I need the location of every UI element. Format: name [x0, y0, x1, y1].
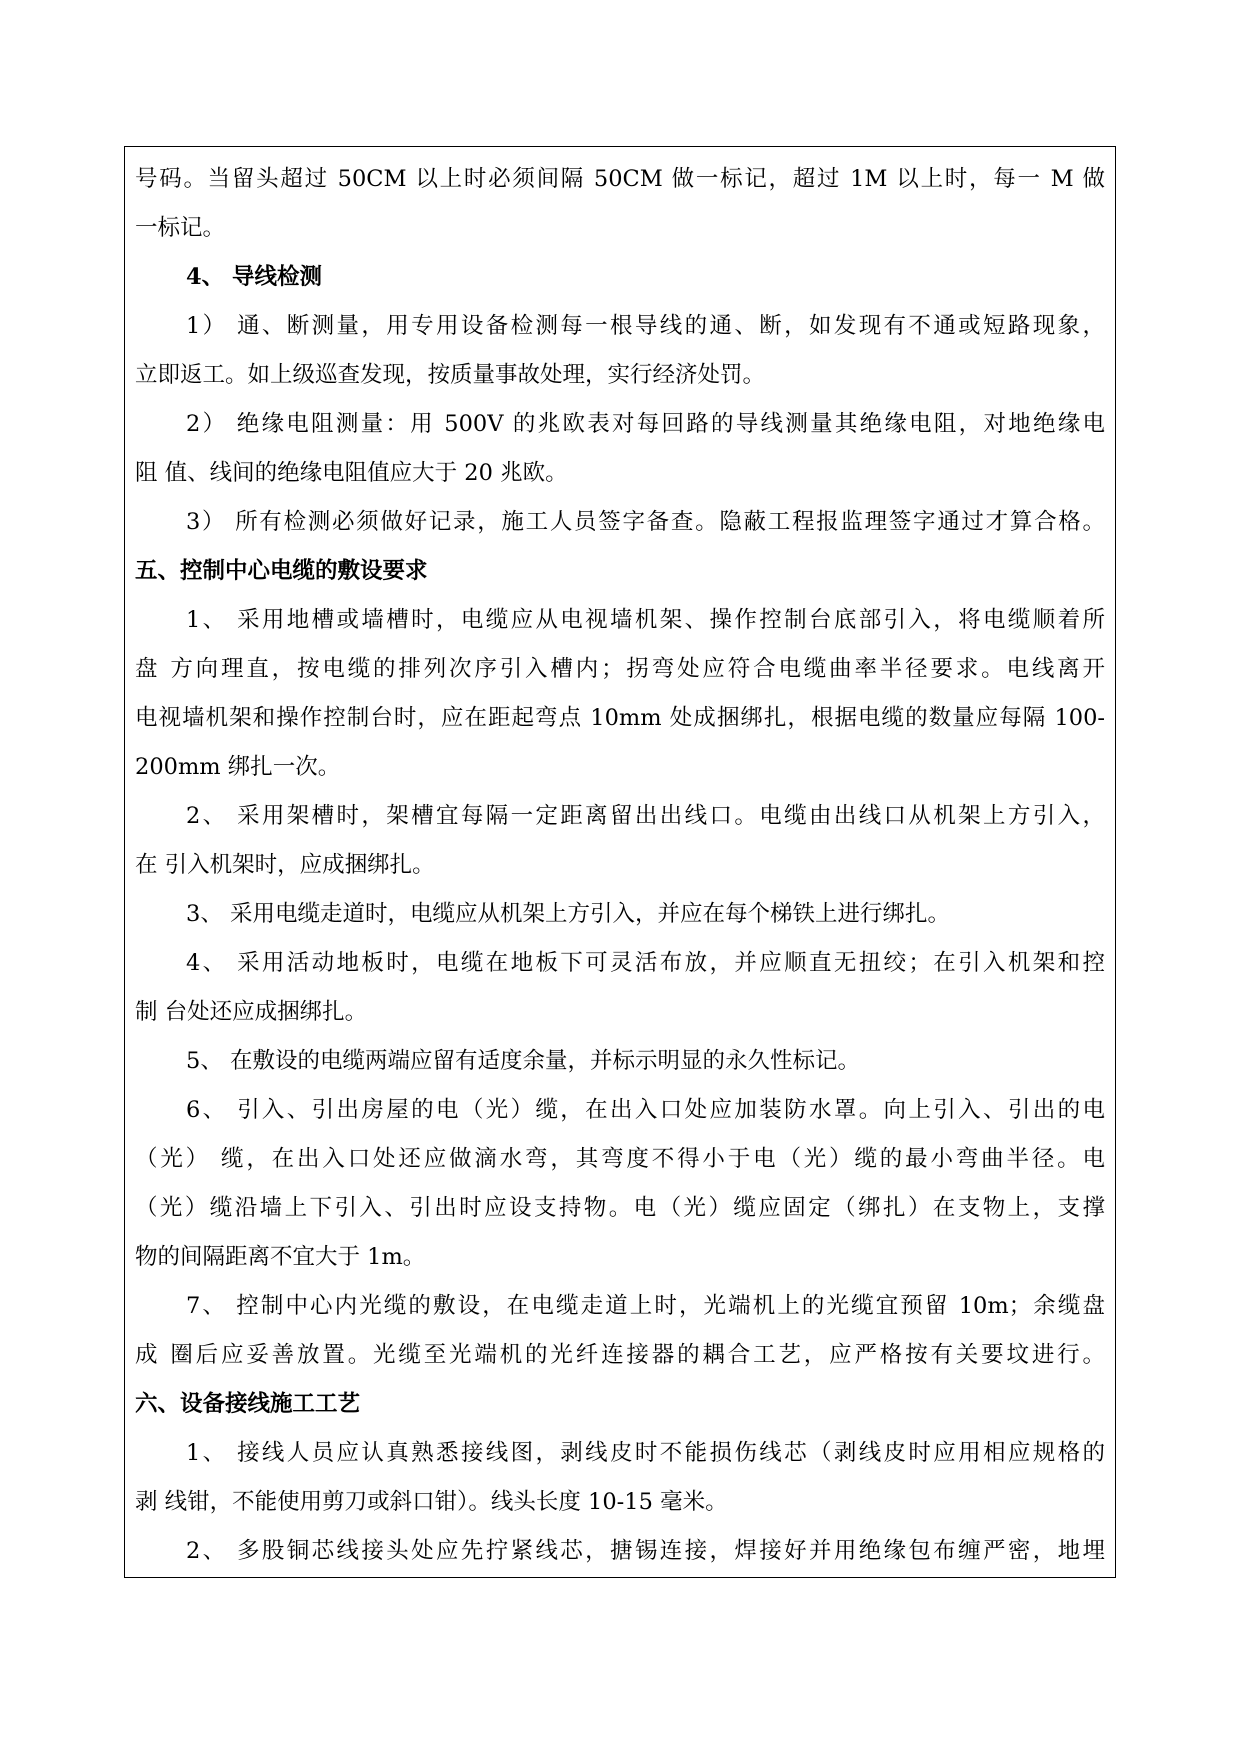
text-line: 3） 所有检测必须做好记录，施工人员签字备查。隐蔽工程报监理签字通过才算合格。: [186, 509, 1105, 535]
text-line: 5、 在敷设的电缆两端应留有适度余量，并标示明显的永久性标记。: [186, 1048, 860, 1074]
text-line: 成 圈后应妥善放置。光缆至光端机的光纤连接器的耦合工艺，应严格按有关要坟进行。: [135, 1342, 1105, 1368]
text-line: 2、 多股铜芯线接头处应先拧紧线芯，搪锡连接，焊接好并用绝缘包布缠严密，地埋: [186, 1538, 1105, 1564]
text-line: 一标记。: [135, 215, 226, 241]
text-line: 3、 采用电缆走道时，电缆应从机架上方引入，并应在每个梯铁上进行绑扎。: [186, 901, 950, 927]
text-line: 1、 接线人员应认真熟悉接线图，剥线皮时不能损伤线芯（剥线皮时应用相应规格的: [186, 1440, 1105, 1466]
text-line: 6、 引入、引出房屋的电（光）缆，在出入口处应加装防水罩。向上引入、引出的电: [186, 1097, 1105, 1123]
text-line: 盘 方向理直，按电缆的排列次序引入槽内；拐弯处应符合电缆曲率半径要求。电线离开: [135, 656, 1105, 682]
text-line: 电视墙机架和操作控制台时，应在距起弯点 10mm 处成捆绑扎，根据电缆的数量应每隔 100-: [135, 705, 1105, 731]
text-line: 2） 绝缘电阻测量：用 500V 的兆欧表对每回路的导线测量其绝缘电阻，对地绝缘电: [186, 411, 1105, 437]
text-line: 立即返工。如上级巡查发现，按质量事故处理，实行经济处罚。: [135, 362, 766, 388]
text-line: 200mm 绑扎一次。: [135, 754, 341, 780]
text-line: 阻 值、线间的绝缘电阻值应大于 20 兆欧。: [135, 460, 568, 486]
text-line: 在 引入机架时，应成捆绑扎。: [135, 852, 435, 878]
document-frame: [124, 146, 1116, 1578]
text-line: 制 台处还应成捆绑扎。: [135, 999, 368, 1025]
section-heading: 六、设备接线施工工艺: [135, 1391, 361, 1417]
section-heading: 五、控制中心电缆的敷设要求: [135, 558, 428, 584]
text-line: 4、 采用活动地板时，电缆在地板下可灵活布放，并应顺直无扭绞；在引入机架和控: [186, 950, 1105, 976]
text-line: 号码。当留头超过 50CM 以上时必须间隔 50CM 做一标记，超过 1M 以上时，每一 M 做: [135, 166, 1105, 192]
text-line: （光） 缆，在出入口处还应做滴水弯，其弯度不得小于电（光）缆的最小弯曲半径。电: [135, 1146, 1105, 1172]
text-line: （光）缆沿墙上下引入、引出时应设支持物。电（光）缆应固定（绑扎）在支物上，支撑: [135, 1195, 1105, 1221]
text-line: 2、 采用架槽时，架槽宜每隔一定距离留出出线口。电缆由出线口从机架上方引入，: [186, 803, 1105, 829]
text-line: 1、 采用地槽或墙槽时，电缆应从电视墙机架、操作控制台底部引入，将电缆顺着所: [186, 607, 1105, 633]
text-line: 剥 线钳，不能使用剪刀或斜口钳）。线头长度 10-15 毫米。: [135, 1489, 728, 1515]
text-line: 物的间隔距离不宜大于 1m。: [135, 1244, 426, 1270]
text-line: 1） 通、断测量，用专用设备检测每一根导线的通、断，如发现有不通或短路现象，: [186, 313, 1105, 339]
text-line: 7、 控制中心内光缆的敷设，在电缆走道上时，光端机上的光缆宜预留 10m；余缆盘: [186, 1293, 1105, 1319]
section-heading: 4、 导线检测: [186, 264, 322, 290]
